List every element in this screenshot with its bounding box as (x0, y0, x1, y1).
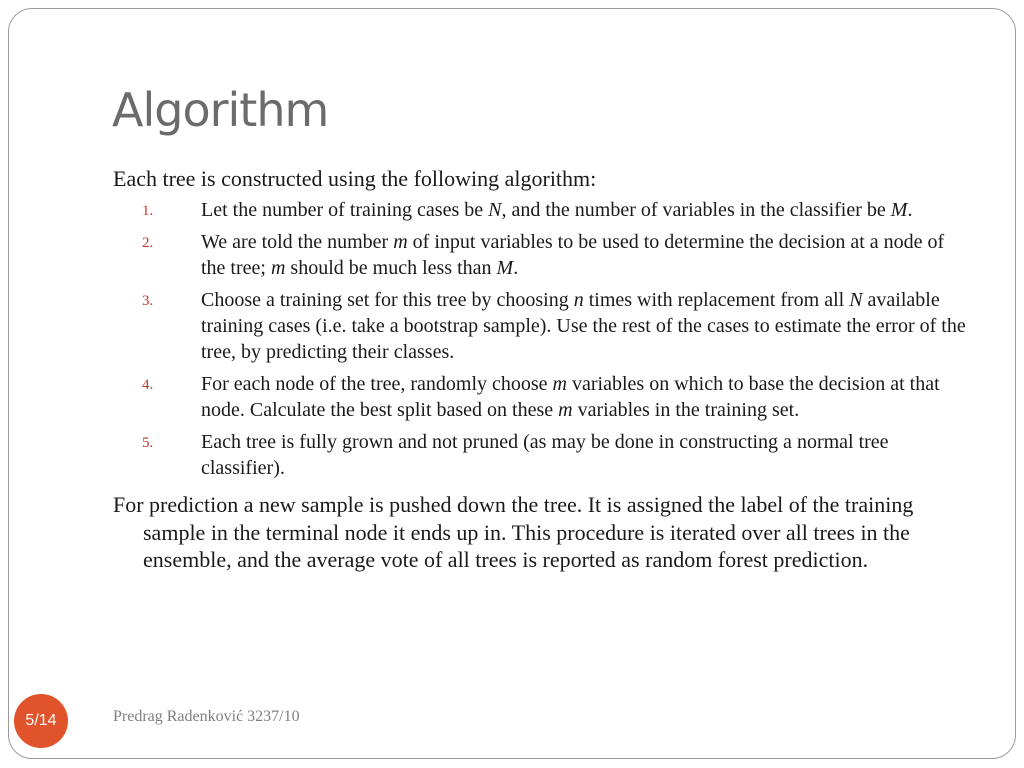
step-text: Choose a training set for this tree by choosing n times with replacement from all N available training cases (i.e. take a bootstrap sample). Use the rest of the cases to estimate the error of the tree, by predicting their classes. (201, 289, 966, 363)
slide-title: Algorithm (112, 83, 329, 137)
step-text: Let the number of training cases be N, and the number of variables in the classifier be M. (201, 199, 913, 221)
footer-author: Predrag Radenković 3237/10 (113, 708, 300, 725)
page-number-badge: 5/14 (14, 694, 68, 748)
algorithm-step-2 (113, 229, 973, 281)
algorithm-step-5 (113, 429, 973, 481)
step-number: 1. (142, 203, 154, 219)
algorithm-step-1 (113, 197, 973, 223)
step-text: For each node of the tree, randomly choose m variables on which to base the decision at that node. Calculate the best split based on these m variables in the training set. (201, 373, 940, 421)
intro-text: Each tree is constructed using the following algorithm: (113, 166, 597, 191)
algorithm-steps (113, 197, 973, 481)
step-text: We are told the number m of input variables to be used to determine the decision at a node of the tree; m should be much less than M. (201, 231, 945, 279)
algorithm-step-3 (113, 287, 973, 365)
step-text: Each tree is fully grown and not pruned (as may be done in constructing a normal tree classifier). (201, 431, 889, 479)
step-number: 2. (142, 235, 154, 251)
algorithm-step-4 (113, 371, 973, 423)
step-number: 3. (142, 293, 154, 309)
step-number: 5. (142, 435, 154, 451)
step-number: 4. (142, 377, 154, 393)
slide-body (113, 165, 973, 574)
prediction-paragraph: For prediction a new sample is pushed down the tree. It is assigned the label of the training sample in the terminal node it ends up in. This procedure is iterated over all trees in the ensemble, and the average vote of all trees is reported as random forest prediction. (113, 492, 914, 572)
